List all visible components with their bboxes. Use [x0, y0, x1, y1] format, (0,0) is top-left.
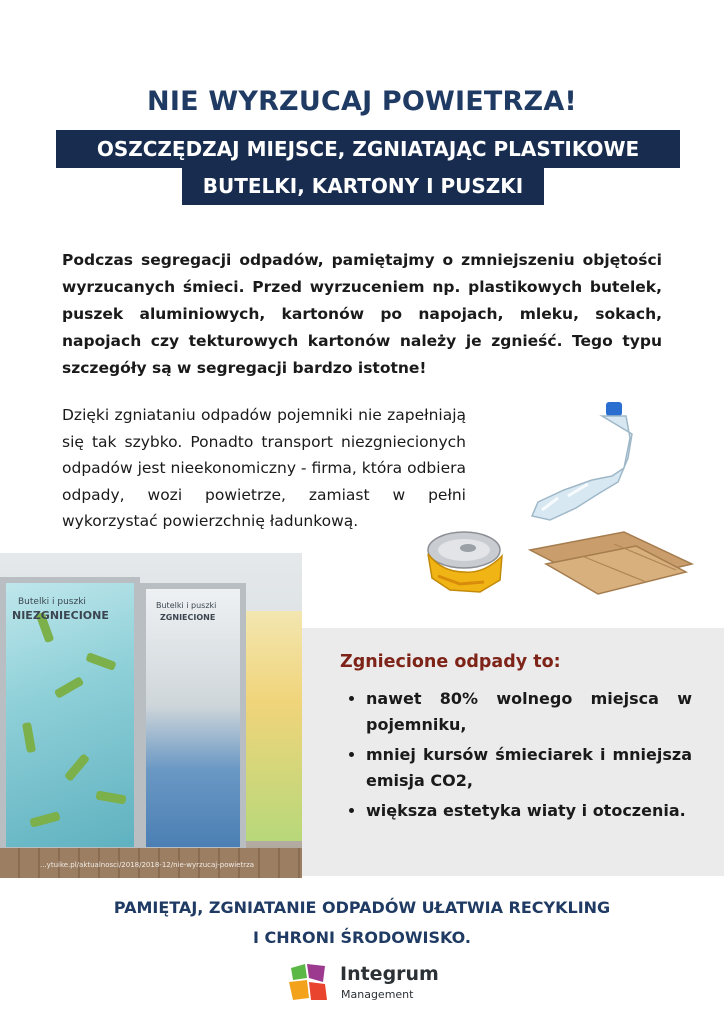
recycling-shelter-photo: [0, 553, 302, 878]
photo-sign-label: NIEZGNIECIONE: [12, 609, 109, 622]
crushed-can-icon: [424, 528, 506, 598]
intro-paragraph-transport: Dzięki zgniataniu odpadów pojemniki nie zapełniają się tak szybko. Ponadto transport niezgniecionych odpadów jest nieekonomiczny - firma, która odbiera odpady, wozi powietrze, zamiast w pełni wykorzystać powierzchnię ładunkową.: [62, 406, 466, 530]
benefits-heading: Zgniecione odpady to:: [340, 652, 561, 672]
footer-line1: PAMIĘTAJ, ZGNIATANIE ODPADÓW UŁATWIA RECYKLING: [113, 898, 611, 917]
photo-sign-right-label: ZGNIECIONE: [160, 613, 216, 622]
photo-frame-mid: [140, 583, 246, 853]
photo-credit: ...ytuike.pl/aktualnosci/2018/2018-12/nie-wyrzucaj-powietrza: [40, 861, 255, 869]
photo-sign-right-top: Butelki i puszki: [156, 601, 217, 610]
logo-name: Integrum: [340, 963, 439, 985]
photo-sign-top: Butelki i puszki: [18, 597, 86, 607]
benefit-item: • większa estetyka wiaty i otoczenia.: [366, 798, 692, 824]
flat-cardboard-icon: [526, 524, 694, 596]
benefit-item: • mniej kursów śmieciarek i mniejsza emisja CO2,: [366, 742, 692, 794]
subtitle-band-line2: BUTELKI, KARTONY I PUSZKI: [182, 167, 544, 205]
crushed-bottle-icon: [528, 398, 636, 522]
benefit-item: • nawet 80% wolnego miejsca w pojemniku,: [366, 686, 692, 738]
benefits-list: [346, 686, 692, 828]
logo-subtitle: Management: [341, 988, 414, 1001]
integrum-logo-icon: [287, 960, 331, 1004]
photo-info-board: [246, 611, 302, 841]
intro-paragraph-bold: Podczas segregacji odpadów, pamiętajmy o zmniejszeniu objętości wyrzucanych śmieci. Przed wyrzuceniem np. plastikowych butelek, puszek aluminiowych, kartonów po napojach, mleku, sokach, napojach czy tekturowych kartonów należy je zgnieść. Tego typu szczegóły są w segregacji bardzo istotne!: [62, 251, 662, 377]
benefits-box: [302, 628, 724, 876]
footer-message: [0, 893, 724, 953]
footer-line2: I CHRONI ŚRODOWISKO.: [253, 928, 471, 947]
poster-title: NIE WYRZUCAJ POWIETRZA!: [147, 86, 577, 117]
subtitle-band-line1: OSZCZĘDZAJ MIEJSCE, ZGNIATAJĄC PLASTIKOWE: [56, 130, 680, 168]
